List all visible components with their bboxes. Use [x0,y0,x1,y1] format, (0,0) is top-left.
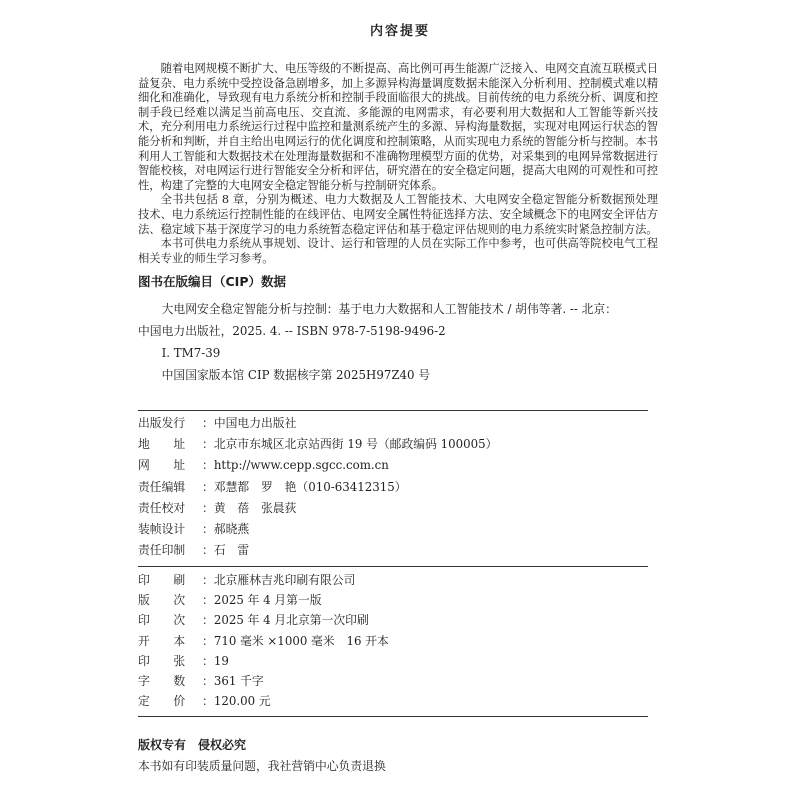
info-label: 责任印制 [138,543,186,558]
info-row: 字 数 ： 361 千字 [138,671,648,691]
cip-line: 中国国家版本馆 CIP 数据核字第 2025H97Z40 号 [161,368,431,382]
info-row: 责任编辑 ： 邓慧都 罗 艳（010-63412315） [138,477,648,498]
info-row: 印 张 ： 19 [138,651,648,671]
print-info [138,570,648,711]
info-value: http://www.cepp.sgcc.com.cn [213,458,389,473]
summary-paragraph: 本书可供电力系统从事规划、设计、运行和管理的人员在实际工作中参考，也可供高等院校电气工程相关专业的师生学习参考。 [138,237,658,265]
info-label: 字 数 [138,673,186,688]
divider [138,566,648,567]
info-value: 2025 年 4 月第一版 [213,593,322,608]
info-value: 120.00 元 [213,694,271,709]
info-row: 印 次 ： 2025 年 4 月北京第一次印刷 [138,610,648,630]
info-label: 网 址 [138,458,186,473]
page-title: 内容提要 [369,24,430,39]
info-label: 版 次 [138,593,186,608]
info-row: 地 址 ： 北京市东城区北京站西街 19 号（邮政编码 100005） [138,434,648,455]
info-value: 710 毫米 ×1000 毫米 16 开本 [213,633,389,648]
cip-line: 大电网安全稳定智能分析与控制：基于电力大数据和人工智能技术 / 胡伟等著. -- 北京： [161,302,617,316]
info-label: 印 张 [138,653,186,668]
divider [138,716,648,717]
info-value: 北京雁林吉兆印刷有限公司 [213,573,356,587]
publisher-info [138,413,648,561]
info-value: 中国电力出版社 [213,416,297,430]
info-row: 版 次 ： 2025 年 4 月第一版 [138,590,648,610]
cip-heading: 图书在版编目（CIP）数据 [138,274,286,289]
cip-line: Ⅰ. TM7-39 [161,346,221,360]
cip-record [138,298,658,386]
cip-line: 中国电力出版社，2025. 4. -- ISBN 978-7-5198-9496-2 [138,324,446,338]
info-value: 19 [213,653,229,668]
info-label: 责任编辑 [138,479,186,494]
info-row: 责任印制 ： 石 雷 [138,540,648,561]
rights-heading: 版权专有 侵权必究 [138,738,247,752]
info-label: 责任校对 [138,500,186,515]
info-row: 定 价 ： 120.00 元 [138,691,648,711]
info-label: 印 刷 [138,573,186,587]
summary-paragraph: 全书共包括 8 章，分别为概述、电力大数据及人工智能技术、大电网安全稳定智能分析数据预处理技术、电力系统运行控制性能的在线评估、电网安全属性特征选择方法、安全域概念下的电网安全评估方法、稳定域下基于深度学习的电力系统暂态稳定评估和基于稳定评估规则的电力系统实时紧急控制方法。 [138,193,658,236]
info-label: 印 次 [138,613,186,628]
info-row: 责任校对 ： 黄 蓓 张晨荻 [138,498,648,519]
info-row: 开 本 ： 710 毫米 ×1000 毫米 16 开本 [138,631,648,651]
info-label: 装帧设计 [138,521,186,536]
info-row: 出版发行 ： 中国电力出版社 [138,413,648,434]
info-value: 石 雷 [213,543,250,558]
info-value: 邓慧都 罗 艳（010-63412315） [213,479,407,494]
info-row: 装帧设计 ： 郝晓燕 [138,519,648,540]
info-label: 定 价 [138,694,186,709]
info-value: 北京市东城区北京站西街 19 号（邮政编码 100005） [213,437,498,452]
summary-paragraph: 随着电网规模不断扩大、电压等级的不断提高、高比例可再生能源广泛接入、电网交直流互联模式日益复杂、电力系统中受控设备急剧增多，加上多源异构海量调度数据未能深入分析利用、控制模式难以精细化和准确化，导致现有电力系统分析和控制手段面临很大的挑战。目前传统的电力系统分析、调度和控制手段已经难以满足当前高电压、交直流、多能源的电网需求，有必要利用大数据和人工智能等新兴技术，充分利用电力系统运行过程中监控和量测系统产生的多源、异构海量数据，实现对电网运行状态的智能分析和判断，并自主给出电网运行的优化调度和控制策略，从而实现电力系统的智能分析与控制。本书利用人工智能和大数据技术在处理海量数据和不准确物理模型方面的优势，对采集到的电网异常数据进行智能校核，对电网运行进行智能安全分析和评估，研究潜在的安全稳定问题，提高大电网的可观性和可控性，构建了完整的大电网安全稳定智能分析与控制研究体系。 [138,62,658,192]
info-row: 网 址 ： http://www.cepp.sgcc.com.cn [138,455,648,476]
info-label: 出版发行 [138,416,186,430]
info-label: 地 址 [138,437,186,452]
content-summary [138,62,658,266]
rights-notice: 本书如有印装质量问题，我社营销中心负责退换 [138,759,386,773]
info-value: 2025 年 4 月北京第一次印刷 [213,613,369,628]
info-value: 361 千字 [213,673,264,688]
info-label: 开 本 [138,633,186,648]
info-value: 郝晓燕 [213,521,250,536]
info-value: 黄 蓓 张晨荻 [213,500,297,515]
divider [138,410,648,411]
info-row: 印 刷 ： 北京雁林吉兆印刷有限公司 [138,570,648,590]
